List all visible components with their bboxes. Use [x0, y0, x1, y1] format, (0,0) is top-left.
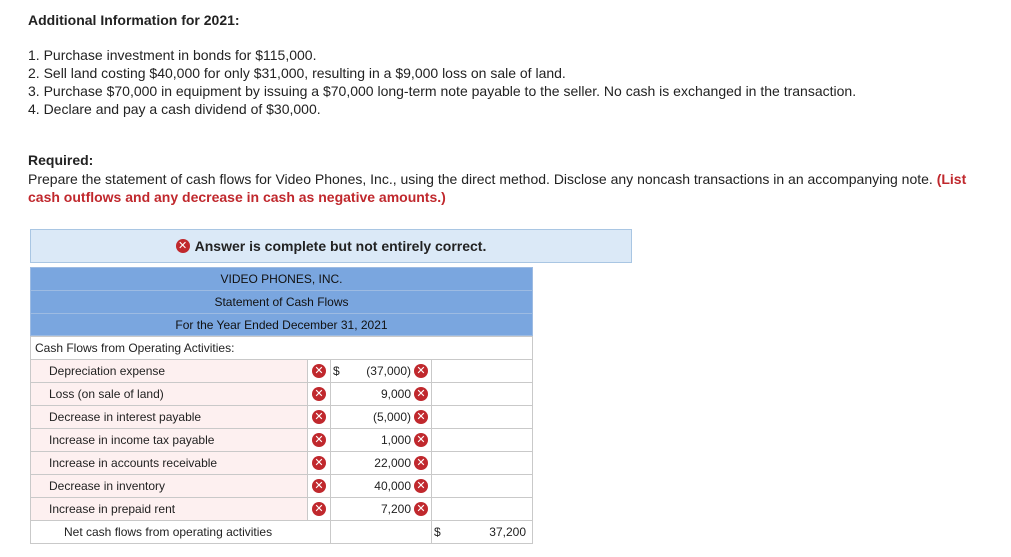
x-circle-icon: ✕	[312, 364, 326, 378]
amount-cell[interactable]	[331, 360, 432, 383]
row-label: Increase in income tax payable	[31, 429, 308, 452]
amount-cell[interactable]	[331, 383, 432, 406]
total-amount-cell[interactable]	[432, 521, 533, 544]
info-item: 1. Purchase investment in bonds for $115,000.	[28, 47, 317, 63]
row-label: Depreciation expense	[31, 360, 308, 383]
x-circle-icon: ✕	[312, 410, 326, 424]
company-name: VIDEO PHONES, INC.	[30, 267, 533, 290]
section-label: Cash Flows from Operating Activities:	[31, 337, 533, 360]
table-row	[31, 498, 533, 521]
required-text	[28, 170, 978, 206]
x-circle-icon: ✕	[312, 479, 326, 493]
additional-info-title: Additional Information for 2021:	[28, 12, 240, 28]
amount-cell[interactable]	[331, 475, 432, 498]
statement-name: Statement of Cash Flows	[30, 290, 533, 313]
x-circle-icon: ✕	[312, 433, 326, 447]
row-label: Increase in prepaid rent	[31, 498, 308, 521]
x-circle-icon: ✕	[414, 387, 428, 401]
required-title: Required:	[28, 152, 94, 168]
total-cell[interactable]	[432, 452, 533, 475]
table-row	[31, 383, 533, 406]
amount-value[interactable]: 9,000	[380, 387, 411, 401]
x-circle-icon: ✕	[414, 456, 428, 470]
amount-cell[interactable]	[331, 429, 432, 452]
amount-cell[interactable]	[331, 498, 432, 521]
table-row	[31, 475, 533, 498]
row-label: Loss (on sale of land)	[31, 383, 308, 406]
info-item: 3. Purchase $70,000 in equipment by issuing a $70,000 long-term note payable to the seller. No cash is exchanged in the transaction.	[28, 83, 857, 99]
total-value[interactable]: 37,200	[489, 525, 526, 539]
x-circle-icon: ✕	[414, 502, 428, 516]
x-circle-icon: ✕	[312, 502, 326, 516]
x-circle-icon: ✕	[414, 410, 428, 424]
total-row	[31, 521, 533, 544]
required-note: (List cash outflows and any decrease in cash as negative amounts.)	[28, 171, 967, 205]
answer-status-banner	[30, 229, 632, 263]
total-label: Net cash flows from operating activities	[31, 521, 331, 544]
row-label: Decrease in inventory	[31, 475, 308, 498]
total-cell[interactable]	[432, 360, 533, 383]
row-status	[308, 429, 331, 452]
row-status	[308, 360, 331, 383]
amount-value[interactable]: (37,000)	[366, 364, 411, 378]
x-circle-icon: ✕	[414, 479, 428, 493]
amount-value[interactable]: 1,000	[380, 433, 411, 447]
row-status	[308, 498, 331, 521]
amount-cell[interactable]	[331, 521, 432, 544]
amount-cell[interactable]	[331, 406, 432, 429]
amount-value[interactable]: 7,200	[380, 502, 411, 516]
table-row	[31, 452, 533, 475]
currency-symbol: $	[434, 525, 441, 539]
amount-value[interactable]: 22,000	[374, 456, 411, 470]
required-instructions: Prepare the statement of cash flows for Video Phones, Inc., using the direct method. Disclose any noncash transactions in an accompanying note.	[28, 171, 933, 187]
statement-period: For the Year Ended December 31, 2021	[30, 313, 533, 336]
total-cell[interactable]	[432, 383, 533, 406]
additional-info-list	[28, 46, 856, 118]
row-label: Decrease in interest payable	[31, 406, 308, 429]
total-cell[interactable]	[432, 498, 533, 521]
amount-value[interactable]: 40,000	[374, 479, 411, 493]
row-status	[308, 383, 331, 406]
amount-cell[interactable]	[331, 452, 432, 475]
row-status	[308, 452, 331, 475]
currency-symbol: $	[333, 364, 340, 378]
x-circle-icon: ✕	[414, 364, 428, 378]
x-circle-icon: ✕	[312, 456, 326, 470]
x-circle-icon: ✕	[414, 433, 428, 447]
answer-status-text: Answer is complete but not entirely correct.	[194, 238, 487, 254]
row-status	[308, 475, 331, 498]
info-item: 2. Sell land costing $40,000 for only $31,000, resulting in a $9,000 loss on sale of land.	[28, 65, 566, 81]
statement-table	[30, 336, 533, 544]
total-cell[interactable]	[432, 406, 533, 429]
cash-flow-statement	[30, 267, 533, 544]
table-row	[31, 406, 533, 429]
x-circle-icon: ✕	[312, 387, 326, 401]
total-cell[interactable]	[432, 429, 533, 452]
table-row	[31, 360, 533, 383]
info-item: 4. Declare and pay a cash dividend of $30,000.	[28, 101, 321, 117]
section-row	[31, 337, 533, 360]
row-label: Increase in accounts receivable	[31, 452, 308, 475]
row-status	[308, 406, 331, 429]
amount-value[interactable]: (5,000)	[372, 410, 411, 424]
total-cell[interactable]	[432, 475, 533, 498]
table-row	[31, 429, 533, 452]
x-circle-icon: ✕	[176, 239, 190, 253]
